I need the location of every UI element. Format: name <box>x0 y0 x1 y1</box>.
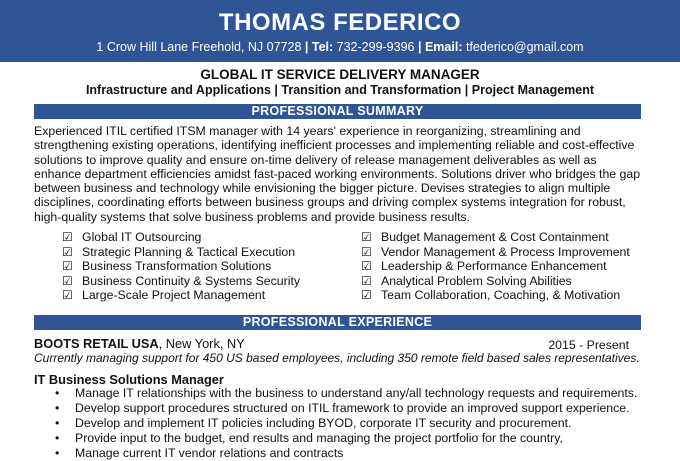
separator: | <box>304 40 309 54</box>
skill-label: Global IT Outsourcing <box>82 230 202 244</box>
skill-item <box>361 259 630 274</box>
summary-text: Experienced ITIL certified ITSM manager with 14 years' experience in reorganizing, streamlining and strengthening existing operations, identifying inefficient processes and implementing reliable and cost-effective solutions to improve quality and ensure on-time delivery of release management deliverables as well as enhance department efficiencies amidst fast-paced working environments. Solutions driver who bridges the gap between business and technology while envisioning the bigger picture. Devises strategies to align multiple disciplines, coordinating efforts between business groups and driving complex systems integration for robust, high-quality systems that solve business problems and provide business results. <box>34 124 641 224</box>
skill-item <box>62 288 300 303</box>
specialties-line <box>0 82 680 98</box>
duty-text: Manage current IT vendor relations and contracts <box>75 446 344 460</box>
duty-item <box>34 431 637 446</box>
skill-label: Large-Scale Project Management <box>82 288 266 303</box>
experience-heading: PROFESSIONAL EXPERIENCE <box>34 315 641 330</box>
skill-label: Business Continuity & Systems Security <box>82 273 301 288</box>
skill-label: Strategic Planning & Tactical Execution <box>82 244 296 259</box>
checkbox-icon: ☑ <box>62 273 73 288</box>
company-name: BOOTS RETAIL USA <box>34 336 159 351</box>
checkbox-icon: ☑ <box>62 288 73 303</box>
role-title: IT Business Solutions Manager <box>34 372 224 387</box>
skill-item <box>361 274 630 289</box>
duty-text: Develop and implement IT policies including BYOD, corporate IT security and procurement. <box>75 416 572 430</box>
separator: | <box>464 83 469 97</box>
skill-item <box>62 230 300 245</box>
checkbox-icon: ☑ <box>361 259 372 274</box>
skill-item <box>361 230 630 245</box>
bullet-icon: • <box>55 386 60 400</box>
phone-number: 732-299-9396 <box>336 40 415 54</box>
checkbox-icon: ☑ <box>62 230 73 244</box>
checkbox-icon: ☑ <box>361 230 372 244</box>
contact-line <box>0 39 680 55</box>
skill-item <box>62 245 300 260</box>
duties-list <box>34 386 637 461</box>
skill-label: Analytical Problem Solving Abilities <box>381 273 572 288</box>
specialty-2: Transition and Transformation <box>281 83 462 97</box>
resume-header <box>0 0 680 62</box>
bullet-icon: • <box>55 416 60 430</box>
company-line <box>34 336 245 352</box>
email-address: tfederico@gmail.com <box>465 40 584 54</box>
separator: | <box>417 40 422 54</box>
skill-label: Vendor Management & Process Improvement <box>381 244 630 259</box>
position-note: Currently managing support for 450 US based employees, including 350 remote field based sales representatives. <box>34 351 640 365</box>
skills-list-left <box>62 230 300 303</box>
specialty-1: Infrastructure and Applications <box>85 83 271 97</box>
candidate-name: THOMAS FEDERICO <box>218 9 462 36</box>
checkbox-icon: ☑ <box>361 288 372 303</box>
email-label: Email: <box>424 40 463 54</box>
skill-item <box>361 288 630 303</box>
checkbox-icon: ☑ <box>62 259 73 274</box>
checkbox-icon: ☑ <box>361 273 372 288</box>
tel-label: Tel: <box>311 40 334 54</box>
summary-heading: PROFESSIONAL SUMMARY <box>34 104 641 119</box>
duty-text: Develop support procedures structured on ITIL framework to provide an improved support experience. <box>75 401 630 415</box>
employment-dates: 2015 - Present <box>548 338 629 352</box>
checkbox-icon: ☑ <box>62 244 73 259</box>
duty-item <box>34 401 637 416</box>
address: 1 Crow Hill Lane Freehold, NJ 07728 <box>96 40 302 54</box>
skill-label: Team Collaboration, Coaching, & Motivation <box>381 288 621 303</box>
skill-label: Budget Management & Cost Containment <box>381 230 609 244</box>
skill-item <box>62 259 300 274</box>
skill-item <box>62 274 300 289</box>
specialty-3: Project Management <box>471 83 595 97</box>
bullet-icon: • <box>55 446 60 460</box>
checkbox-icon: ☑ <box>361 244 372 259</box>
duty-text: Provide input to the budget, end results and managing the project portfolio for the country, <box>75 431 563 445</box>
separator: | <box>274 83 278 97</box>
skills-list-right <box>361 230 630 303</box>
duty-item <box>34 416 637 431</box>
job-title: GLOBAL IT SERVICE DELIVERY MANAGER <box>200 67 480 82</box>
bullet-icon: • <box>55 431 60 445</box>
skill-item <box>361 245 630 260</box>
bullet-icon: • <box>55 401 60 415</box>
duty-text: Manage IT relationships with the business to understand any/all technology requests and requirements. <box>75 386 638 400</box>
skill-label: Leadership & Performance Enhancement <box>381 259 607 274</box>
skill-label: Business Transformation Solutions <box>82 259 272 274</box>
duty-item <box>34 386 637 401</box>
company-location: , New York, NY <box>158 336 245 351</box>
